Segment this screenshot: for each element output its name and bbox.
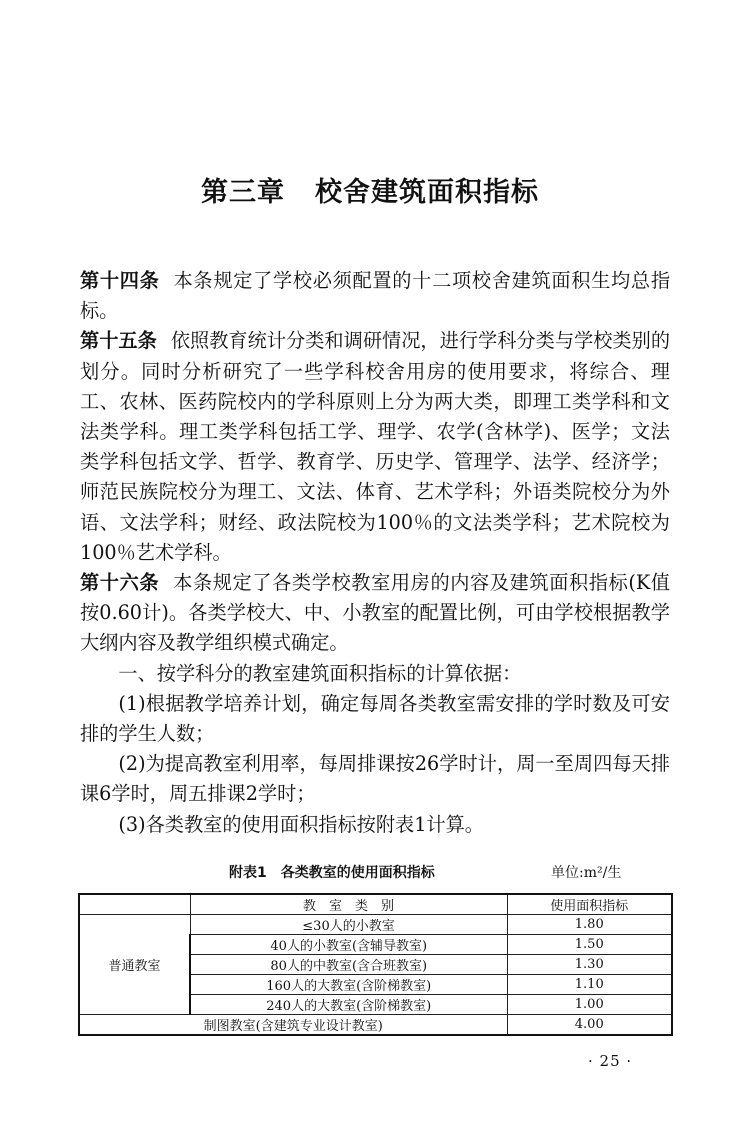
row-name: 240人的大教室(含阶梯教室)	[190, 995, 507, 1015]
table-header-row	[79, 894, 672, 915]
header-empty-cell	[79, 894, 190, 915]
sub-paragraph: (1)根据教学培养计划，确定每周各类教室需安排的学时数及可安排的学生人数；	[80, 691, 670, 746]
article-text: 本条规定了各类学校教室用房的内容及建筑面积指标(K值按0.60计)。各类学校大、中、小教室的配置比例，可由学校根据教学大纲内容及教学组织模式确定。	[80, 571, 670, 655]
chapter-title	[0, 170, 740, 209]
sub-paragraph: (3)各类教室的使用面积指标按附表1计算。	[118, 812, 484, 836]
chapter-name: 校舍建筑面积指标	[315, 177, 539, 208]
row-name: ≤30人的小教室	[190, 915, 507, 935]
article-text: 本条规定了学校必须配置的十二项校舍建筑面积生均总指标。	[80, 269, 671, 323]
sub-paragraph: 一、按学科分的教室建筑面积指标的计算依据：	[118, 661, 522, 685]
article-label: 第十五条	[80, 329, 157, 353]
table-caption	[229, 862, 669, 882]
row-value: 1.00	[507, 995, 672, 1015]
table-unit: 单位:m²/生	[551, 865, 622, 881]
article-label: 第十四条	[80, 269, 160, 292]
row-name: 40人的小教室(含辅导教室)	[190, 935, 507, 955]
header-value: 使用面积指标	[507, 894, 672, 915]
row-value: 4.00	[507, 1015, 672, 1036]
row-value: 1.30	[507, 955, 672, 975]
article-15	[80, 326, 670, 568]
row-value: 1.80	[507, 915, 672, 935]
body-text	[80, 266, 670, 840]
row-name: 制图教室(含建筑专业设计教室)	[79, 1015, 507, 1036]
row-name: 80人的中教室(含合班教室)	[190, 955, 507, 975]
header-category: 教 室 类 别	[190, 894, 507, 915]
row-name: 160人的大教室(含阶梯教室)	[190, 975, 507, 995]
row-value: 1.10	[507, 975, 672, 995]
chapter-number: 第三章	[201, 177, 285, 208]
group-label: 普通教室	[79, 915, 190, 1015]
sub-paragraph: (2)为提高教室利用率，每周排课按26学时计，周一至周四每天排课6学时，周五排课2学时；	[80, 752, 670, 806]
article-text: 依照教育统计分类和调研情况，进行学科分类与学校类别的划分。同时分析研究了一些学科校舍用房的使用要求，将综合、理工、农林、医药院校内的学科原则上分为两大类，即理工类学科和文法类学科。理工类学科包括工学、理学、农学(含林学)、医学；文法类学科包括文学、哲学、教育学、历史学、管理学、法学、经济学；师范民族院校分为理工、文法、体育、艺术学科；外语类院校分为外语、文法学科；财经、政法院校为100％的文法类学科；艺术院校为100％艺术学科。	[80, 329, 671, 564]
article-16	[80, 568, 670, 659]
table-title: 附表1 各类教室的使用面积指标	[229, 865, 435, 881]
classroom-area-table	[78, 893, 673, 1036]
page-number: · 25 ·	[588, 1052, 633, 1070]
article-label: 第十六条	[80, 571, 160, 595]
row-value: 1.50	[507, 935, 672, 955]
article-14	[80, 266, 670, 326]
table-row	[79, 915, 672, 935]
table-row	[79, 1015, 672, 1036]
